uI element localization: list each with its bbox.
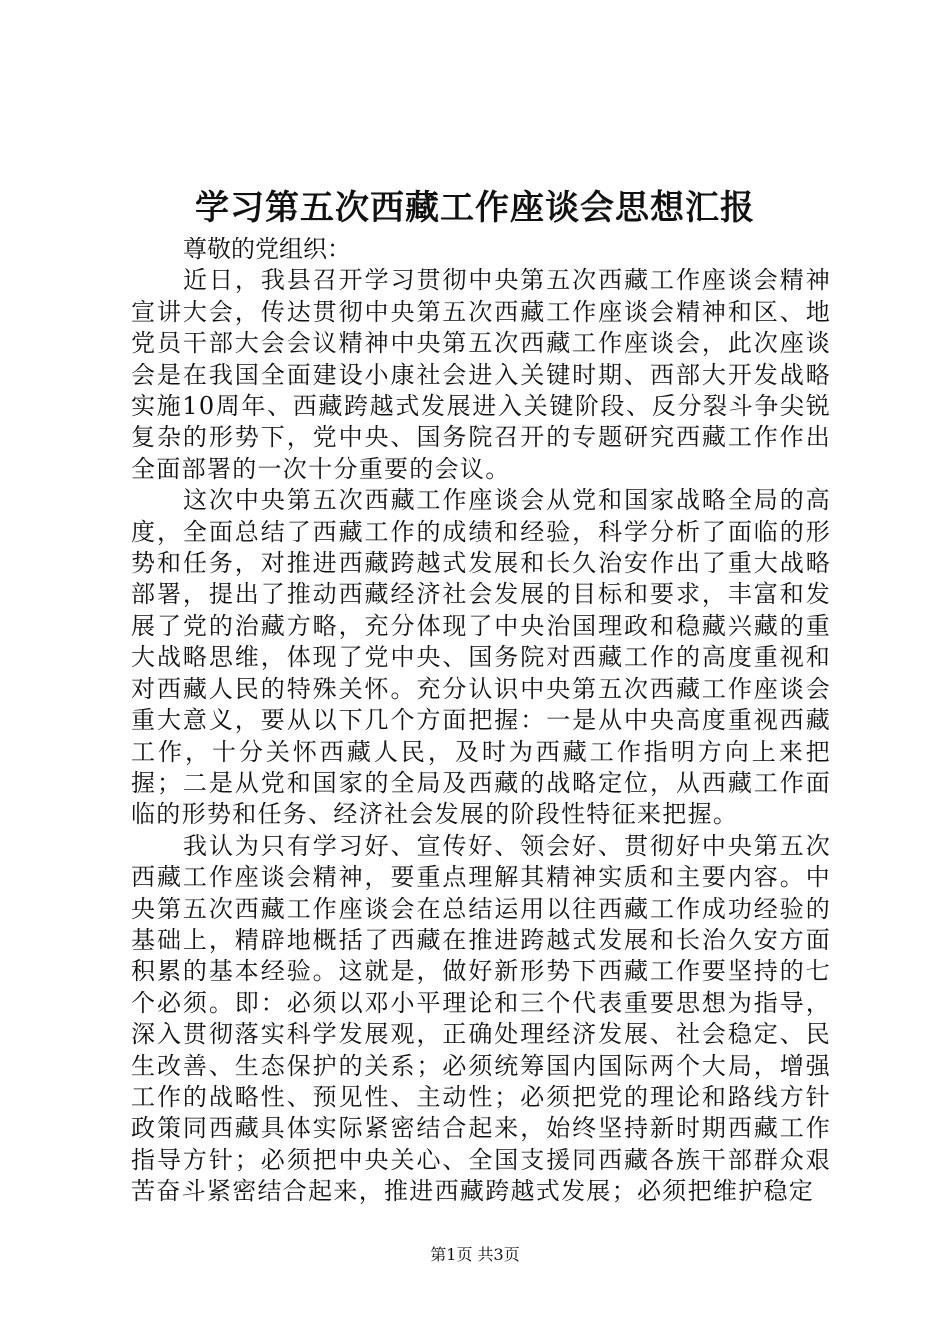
document-body [131, 234, 831, 1208]
page-footer: 第1页 共3页 [430, 1245, 520, 1264]
paragraph-1: 近日，我县召开学习贯彻中央第五次西藏工作座谈会精神宣讲大会，传达贯彻中央第五次西藏工作座谈会精神和区、地党员干部大会会议精神中央第五次西藏工作座谈会，此次座谈会是在我国全面建设小康社会进入关键时期、西部大开发战略实施10周年、西藏跨越式发展进入关键阶段、反分裂斗争尖锐复杂的形势下，党中央、国务院召开的专题研究西藏工作作出全面部署的一次十分重要的会议。 [131, 266, 831, 483]
paragraph-3: 我认为只有学习好、宣传好、领会好、贯彻好中央第五次西藏工作座谈会精神，要重点理解其精神实质和主要内容。中央第五次西藏工作座谈会在总结运用以往西藏工作成功经验的基础上，精辟地概括了西藏在推进跨越式发展和长治久安方面积累的基本经验。这就是，做好新形势下西藏工作要坚持的七个必须。即：必须以邓小平理论和三个代表重要思想为指导，深入贯彻落实科学发展观，正确处理经济发展、社会稳定、民生改善、生态保护的关系；必须统筹国内国际两个大局，增强工作的战略性、预见性、主动性；必须把党的理论和路线方针政策同西藏具体实际紧密结合起来，始终坚持新时期西藏工作指导方针；必须把中央关心、全国支援同西藏各族干部群众艰苦奋斗紧密结合起来，推进西藏跨越式发展；必须把维护稳定 [131, 831, 831, 1206]
salutation: 尊敬的党组织： [183, 235, 351, 263]
document-title: 学习第五次西藏工作座谈会思想汇报 [195, 188, 755, 228]
paragraph-2: 这次中央第五次西藏工作座谈会从党和国家战略全局的高度，全面总结了西藏工作的成绩和经验，科学分析了面临的形势和任务，对推进西藏跨越式发展和长久治安作出了重大战略部署，提出了推动西藏经济社会发展的目标和要求，丰富和发展了党的治藏方略，充分体现了中央治国理政和稳藏兴藏的重大战略思维，体现了党中央、国务院对西藏工作的高度重视和对西藏人民的特殊关怀。充分认识中央第五次西藏工作座谈会重大意义，要从以下几个方面把握：一是从中央高度重视西藏工作，十分关怀西藏人民，及时为西藏工作指明方向上来把握；二是从党和国家的全局及西藏的战略定位，从西藏工作面临的形势和任务、经济社会发展的阶段性特征来把握。 [131, 486, 831, 829]
